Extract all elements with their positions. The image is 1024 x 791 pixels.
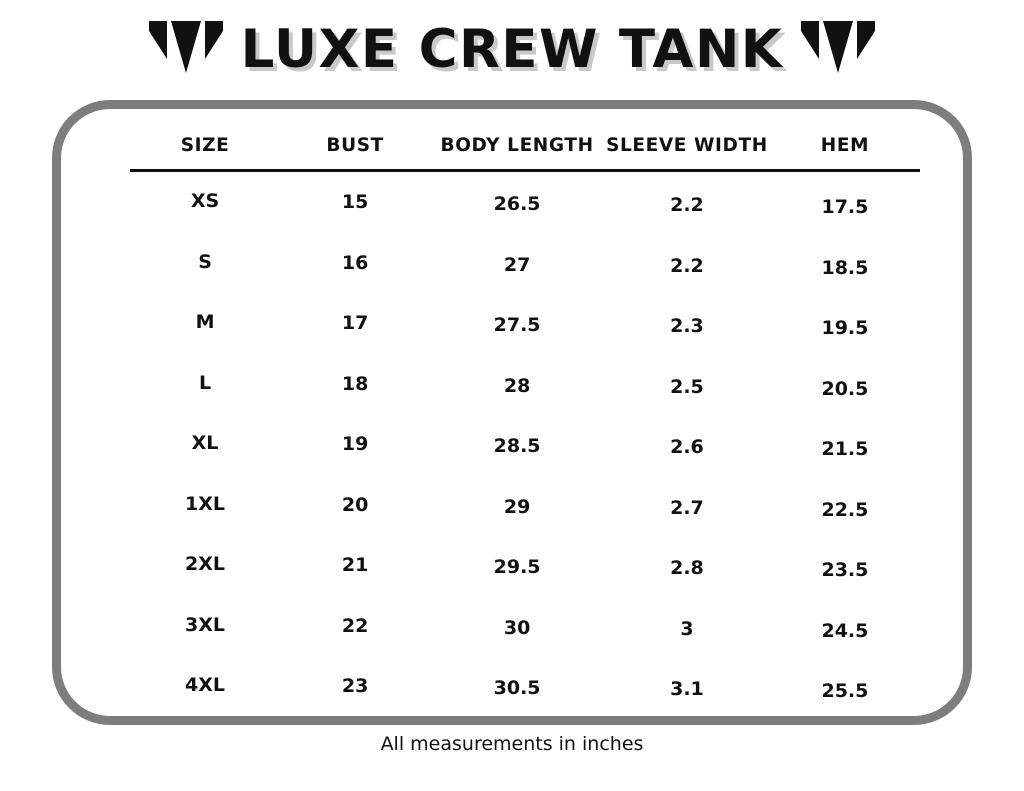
cell-body-length: 29.5: [493, 556, 541, 579]
table-row: [130, 475, 920, 536]
table-body: [130, 171, 920, 717]
cell-bust: 20: [341, 493, 369, 516]
table-row: [130, 171, 920, 233]
size-table-area: [130, 128, 920, 707]
table-row: [130, 354, 920, 415]
cell-sleeve-width: 2.3: [670, 315, 704, 338]
cell-body-length: 28.5: [493, 435, 541, 458]
cell-size: 2XL: [185, 553, 226, 576]
cell-bust: 19: [341, 433, 369, 456]
size-chart-table: [130, 128, 920, 717]
column-header-size: SIZE: [180, 135, 230, 156]
cell-body-length: 30: [503, 616, 531, 639]
table-header-row: [130, 128, 920, 171]
cell-bust: 15: [341, 191, 369, 214]
cell-sleeve-width: 2.2: [670, 194, 704, 217]
cell-sleeve-width: 3.1: [670, 678, 704, 701]
cell-sleeve-width: 3: [680, 617, 694, 640]
table-row: [130, 293, 920, 354]
cell-body-length: 27.5: [493, 314, 541, 337]
m-logo-left-icon: [149, 21, 223, 78]
cell-hem: 24.5: [821, 619, 869, 642]
cell-size: L: [198, 371, 212, 394]
cell-size: S: [198, 250, 212, 273]
cell-bust: 17: [341, 312, 369, 335]
cell-bust: 16: [341, 251, 369, 274]
cell-size: M: [195, 311, 215, 334]
page-title: LUXE CREW TANK: [240, 18, 784, 80]
column-header-sleeve-width: SLEEVE WIDTH: [606, 135, 768, 156]
column-header-body-length: BODY LENGTH: [440, 135, 594, 156]
cell-sleeve-width: 2.6: [670, 436, 704, 459]
cell-hem: 21.5: [821, 438, 869, 461]
cell-hem: 22.5: [821, 498, 869, 521]
cell-bust: 21: [341, 554, 369, 577]
cell-sleeve-width: 2.5: [670, 375, 704, 398]
table-row: [130, 233, 920, 294]
cell-hem: 20.5: [821, 377, 869, 400]
column-header-bust: BUST: [326, 135, 384, 156]
cell-hem: 18.5: [821, 256, 869, 279]
cell-bust: 22: [341, 614, 369, 637]
cell-sleeve-width: 2.2: [670, 254, 704, 277]
cell-body-length: 28: [503, 374, 531, 397]
measurement-note: All measurements in inches: [380, 733, 644, 755]
cell-bust: 23: [341, 675, 369, 698]
table-row: [130, 656, 920, 717]
page-header: [0, 0, 1024, 84]
cell-bust: 18: [341, 372, 369, 395]
table-row: [130, 596, 920, 657]
cell-hem: 25.5: [821, 680, 869, 703]
cell-body-length: 30.5: [493, 677, 541, 700]
cell-size: XS: [190, 190, 220, 213]
cell-sleeve-width: 2.7: [670, 496, 704, 519]
table-row: [130, 535, 920, 596]
column-header-hem: HEM: [820, 135, 870, 156]
cell-body-length: 27: [503, 253, 531, 276]
cell-size: 1XL: [185, 492, 226, 515]
cell-hem: 19.5: [821, 317, 869, 340]
size-chart-card: [52, 100, 972, 725]
cell-hem: 23.5: [821, 559, 869, 582]
cell-body-length: 26.5: [493, 193, 541, 216]
cell-hem: 17.5: [821, 196, 869, 219]
cell-size: 4XL: [185, 674, 226, 697]
m-logo-right-icon: [801, 21, 875, 78]
cell-size: 3XL: [185, 613, 226, 636]
cell-size: XL: [191, 432, 219, 455]
table-row: [130, 414, 920, 475]
cell-sleeve-width: 2.8: [670, 557, 704, 580]
cell-body-length: 29: [503, 495, 531, 518]
